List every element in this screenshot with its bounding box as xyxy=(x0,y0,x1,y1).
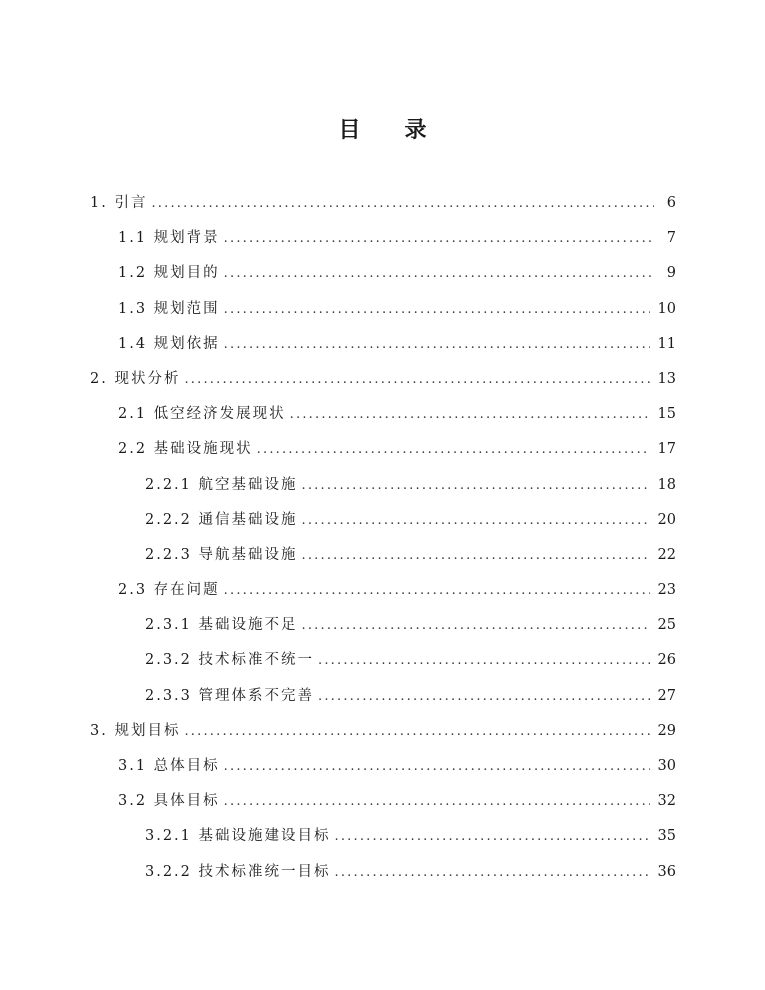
toc-dot-leader xyxy=(224,256,654,291)
toc-entry-page-number: 11 xyxy=(657,335,676,352)
toc-dot-leader xyxy=(318,679,650,714)
toc-dot-leader xyxy=(224,749,650,784)
toc-entry-label: 3.2 具体目标 xyxy=(118,793,220,810)
toc-entry-label: 2.3.3 管理体系不完善 xyxy=(145,687,315,704)
toc-entry-label: 2.2.3 导航基础设施 xyxy=(145,546,298,563)
toc-entry-page-number: 36 xyxy=(657,863,676,880)
toc-entry[interactable] xyxy=(90,503,676,538)
toc-entry-page-number: 30 xyxy=(657,758,676,774)
toc-dot-leader xyxy=(184,362,649,397)
toc-dot-leader xyxy=(302,503,650,538)
toc-entry-page-number: 17 xyxy=(657,441,676,458)
toc-dot-leader xyxy=(151,186,654,221)
toc-dot-leader xyxy=(335,819,650,854)
toc-entry[interactable] xyxy=(90,327,676,362)
toc-entry[interactable] xyxy=(90,256,676,291)
toc-entry-label: 3. 规划目标 xyxy=(90,722,181,739)
toc-entry-page-number: 13 xyxy=(657,370,676,387)
toc-entry-label: 2.2 基础设施现状 xyxy=(118,441,253,458)
toc-entry-page-number: 27 xyxy=(657,687,676,704)
toc-entry-page-number: 20 xyxy=(657,511,676,528)
toc-entry-page-number: 26 xyxy=(657,652,676,669)
toc-entry-label: 3.1 总体目标 xyxy=(118,758,220,774)
toc-entry-page-number: 6 xyxy=(666,195,676,211)
toc-entry-label: 2. 现状分析 xyxy=(90,370,181,387)
toc-entry[interactable] xyxy=(90,749,676,784)
toc-entry-label: 2.3.1 基础设施不足 xyxy=(145,617,298,634)
toc-entry[interactable] xyxy=(90,362,676,397)
toc-entry-label: 2.2.2 通信基础设施 xyxy=(145,511,298,528)
toc-entry[interactable] xyxy=(90,819,676,854)
toc-entry-page-number: 15 xyxy=(657,406,676,423)
toc-entry-label: 2.3.2 技术标准不统一 xyxy=(145,652,315,669)
toc-entry[interactable] xyxy=(90,643,676,678)
toc-entry-label: 1.2 规划目的 xyxy=(118,265,220,282)
toc-dot-leader xyxy=(184,714,649,749)
toc-dot-leader xyxy=(302,608,650,643)
toc-entry[interactable] xyxy=(90,432,676,467)
toc-entry-label: 3.2.1 基础设施建设目标 xyxy=(145,828,331,845)
toc-entry-label: 1.3 规划范围 xyxy=(118,300,220,317)
toc-dot-leader xyxy=(224,292,650,327)
toc-entry-page-number: 9 xyxy=(666,265,676,282)
toc-entry-page-number: 23 xyxy=(657,582,676,599)
toc-dot-leader xyxy=(257,432,650,467)
toc-entry-label: 3.2.2 技术标准统一目标 xyxy=(145,863,331,880)
toc-entry[interactable] xyxy=(90,784,676,819)
toc-entry-page-number: 35 xyxy=(657,828,676,845)
toc-entry[interactable] xyxy=(90,573,676,608)
toc-entry-page-number: 32 xyxy=(657,793,676,810)
toc-dot-leader xyxy=(224,784,650,819)
toc-title: 目录 xyxy=(338,118,471,143)
toc-entry-page-number: 18 xyxy=(657,476,676,493)
toc-entry-label: 2.1 低空经济发展现状 xyxy=(118,406,286,423)
toc-entry-label: 1. 引言 xyxy=(90,195,148,211)
toc-dot-leader xyxy=(318,643,650,678)
toc-entry-page-number: 7 xyxy=(666,230,676,247)
toc-entry-label: 2.3 存在问题 xyxy=(118,582,220,599)
toc-entry[interactable] xyxy=(90,186,676,221)
toc-list xyxy=(90,186,676,890)
toc-entry-page-number: 10 xyxy=(657,300,676,317)
toc-dot-leader xyxy=(302,538,650,573)
toc-entry-page-number: 22 xyxy=(657,546,676,563)
toc-dot-leader xyxy=(224,573,650,608)
toc-entry-label: 1.4 规划依据 xyxy=(118,335,220,352)
toc-entry[interactable] xyxy=(90,468,676,503)
toc-dot-leader xyxy=(224,221,654,256)
toc-entry[interactable] xyxy=(90,221,676,256)
toc-entry[interactable] xyxy=(90,608,676,643)
toc-dot-leader xyxy=(290,397,650,432)
toc-entry[interactable] xyxy=(90,397,676,432)
toc-entry[interactable] xyxy=(90,714,676,749)
toc-dot-leader xyxy=(224,327,650,362)
toc-entry[interactable] xyxy=(90,292,676,327)
toc-entry-page-number: 25 xyxy=(657,617,676,634)
toc-entry-label: 2.2.1 航空基础设施 xyxy=(145,476,298,493)
toc-entry-label: 1.1 规划背景 xyxy=(118,230,220,247)
toc-entry[interactable] xyxy=(90,538,676,573)
toc-entry[interactable] xyxy=(90,855,676,890)
toc-entry-page-number: 29 xyxy=(657,722,676,739)
toc-dot-leader xyxy=(335,855,650,890)
toc-dot-leader xyxy=(302,468,650,503)
toc-entry[interactable] xyxy=(90,679,676,714)
